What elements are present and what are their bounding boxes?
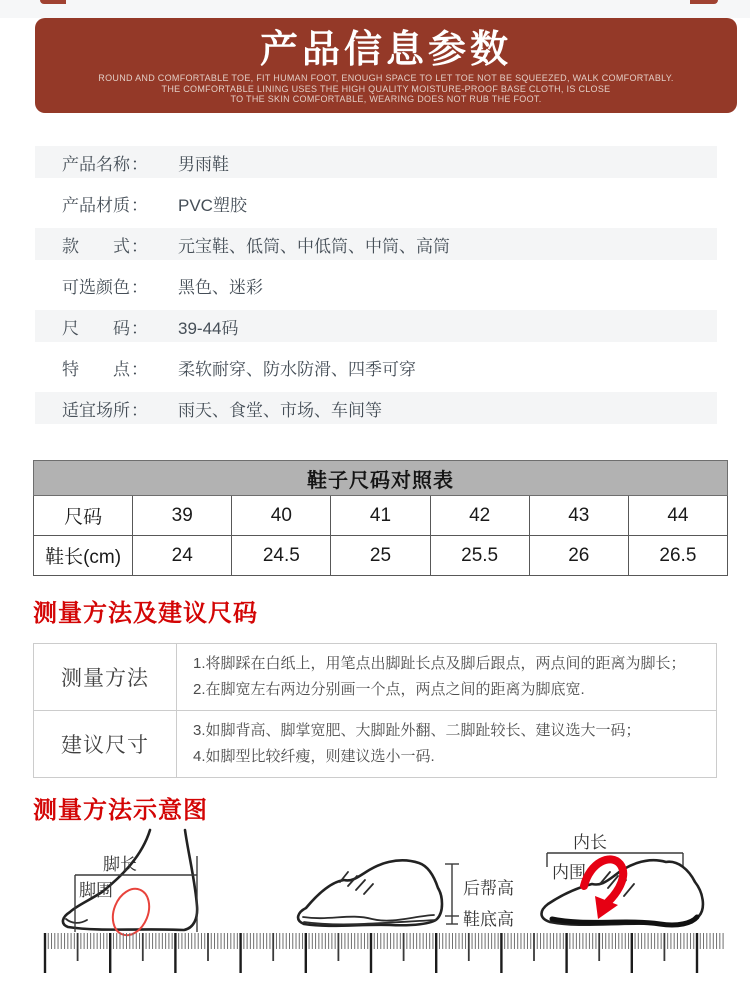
suggest-step-3: 3.如脚背高、脚掌宽肥、大脚趾外翻、二脚趾较长、建议选大一码； (193, 722, 641, 739)
previous-banner-remnant-right (690, 0, 718, 4)
foot-girth-ellipse (106, 883, 156, 940)
row-label: 可选颜色 (62, 277, 130, 297)
banner-title: 产品信息参数 (259, 29, 512, 71)
row-colon: ： (131, 318, 148, 338)
row-label: 产品材质 (62, 195, 130, 215)
length-cell: 24 (133, 536, 232, 576)
size-table-length-row (34, 536, 728, 576)
measurement-diagram (0, 820, 750, 987)
row-value: 元宝鞋、低筒、中低筒、中筒、高筒 (178, 236, 450, 256)
size-cell: 39 (133, 496, 232, 536)
size-cell: 44 (628, 496, 727, 536)
measure-method-row (34, 644, 717, 711)
previous-banner-remnant-left (40, 0, 66, 4)
ruler (45, 933, 723, 973)
size-table-title-row (34, 461, 728, 496)
row-label: 尺码 (62, 318, 130, 338)
length-cell: 26.5 (628, 536, 727, 576)
product-row-features (35, 351, 717, 383)
length-cell: 24.5 (232, 536, 331, 576)
back-height-label: 后帮高 (463, 879, 514, 898)
length-cell: 25 (331, 536, 430, 576)
foot-length-diagram (63, 830, 197, 941)
row-value: PVC塑胶 (178, 195, 247, 215)
length-cell: 25.5 (430, 536, 529, 576)
row-colon: ： (131, 400, 148, 420)
length-cell: 26 (529, 536, 628, 576)
suggested-size-row (34, 711, 717, 778)
foot-girth-label: 脚围 (79, 881, 113, 900)
measure-step-1: 1.将脚踩在白纸上，用笔点出脚趾长点及脚后跟点，两点间的距离为脚长； (193, 655, 686, 672)
row-colon: ： (131, 277, 148, 297)
big-toe-sketch (66, 919, 87, 923)
product-row-sizes (35, 310, 717, 342)
row-colon: ： (131, 154, 148, 174)
product-row-material (35, 187, 717, 219)
inner-girth-label: 内围 (552, 863, 586, 882)
product-row-occasions (35, 392, 717, 424)
size-table-title: 鞋子尺码对照表 (34, 461, 728, 496)
sole-height-label: 鞋底高 (463, 910, 514, 929)
size-comparison-table (33, 460, 728, 576)
row-value: 雨天、食堂、市场、车间等 (178, 400, 382, 420)
row-label: 适宜场所 (62, 400, 130, 420)
measure-step-2: 2.在脚宽左右两边分别画一个点，两点之间的距离为脚底宽. (193, 681, 585, 698)
row-colon: ： (131, 195, 148, 215)
inner-length-label: 内长 (573, 833, 607, 852)
size-cell: 41 (331, 496, 430, 536)
size-cell: 42 (430, 496, 529, 536)
section-header-banner (35, 18, 737, 113)
shoe-height-diagram (298, 860, 514, 929)
thick-sole-line (552, 917, 697, 925)
foot-outline-sketch (63, 830, 197, 930)
top-background-strip (0, 0, 750, 18)
product-info-list (35, 146, 717, 433)
suggest-step-4: 4.如脚型比较纤瘦，则建议选小一码. (193, 748, 435, 765)
measure-method-label: 测量方法 (34, 644, 177, 711)
midsole-line (303, 915, 434, 921)
row-value: 男雨鞋 (178, 154, 229, 174)
foot-length-label: 脚长 (103, 855, 137, 874)
banner-subtitle-line2: THE COMFORTABLE LINING USES THE HIGH QUALITY MOISTURE-PROOF BASE CLOTH, IS CLOSE (161, 83, 611, 94)
shoe-inner-diagram (542, 833, 703, 925)
banner-subtitle-line3: TO THE SKIN COMFORTABLE, WEARING DOES NOT RUB THE FOOT. (230, 94, 542, 104)
shoe-laces (340, 872, 373, 894)
size-cell: 40 (232, 496, 331, 536)
row-value: 39-44码 (178, 318, 239, 338)
product-row-name (35, 146, 717, 178)
row-label: 特点 (62, 359, 130, 379)
suggested-size-label: 建议尺寸 (34, 711, 177, 778)
measure-method-heading: 测量方法及建议尺码 (33, 600, 258, 627)
measure-method-text (177, 644, 717, 711)
size-cell: 43 (529, 496, 628, 536)
row-label: 款式 (62, 236, 130, 256)
length-row-header: 鞋长(cm) (34, 536, 133, 576)
row-value: 柔软耐穿、防水防滑、四季可穿 (178, 359, 416, 379)
row-colon: ： (131, 359, 148, 379)
product-row-colors (35, 269, 717, 301)
measure-method-table (33, 643, 717, 778)
suggested-size-text (177, 711, 717, 778)
product-row-style (35, 228, 717, 260)
banner-subtitle-line1: ROUND AND COMFORTABLE TOE, FIT HUMAN FOOT, ENOUGH SPACE TO LET TOE NOT BE SQUEEZED, WALK COMFORTABLY. (98, 73, 674, 83)
row-label: 产品名称 (62, 154, 130, 174)
size-row-header: 尺码 (34, 496, 133, 536)
size-table-size-row (34, 496, 728, 536)
row-colon: ： (131, 236, 148, 256)
measure-diagram-heading: 测量方法示意图 (33, 797, 208, 824)
row-value: 黑色、迷彩 (178, 277, 263, 297)
